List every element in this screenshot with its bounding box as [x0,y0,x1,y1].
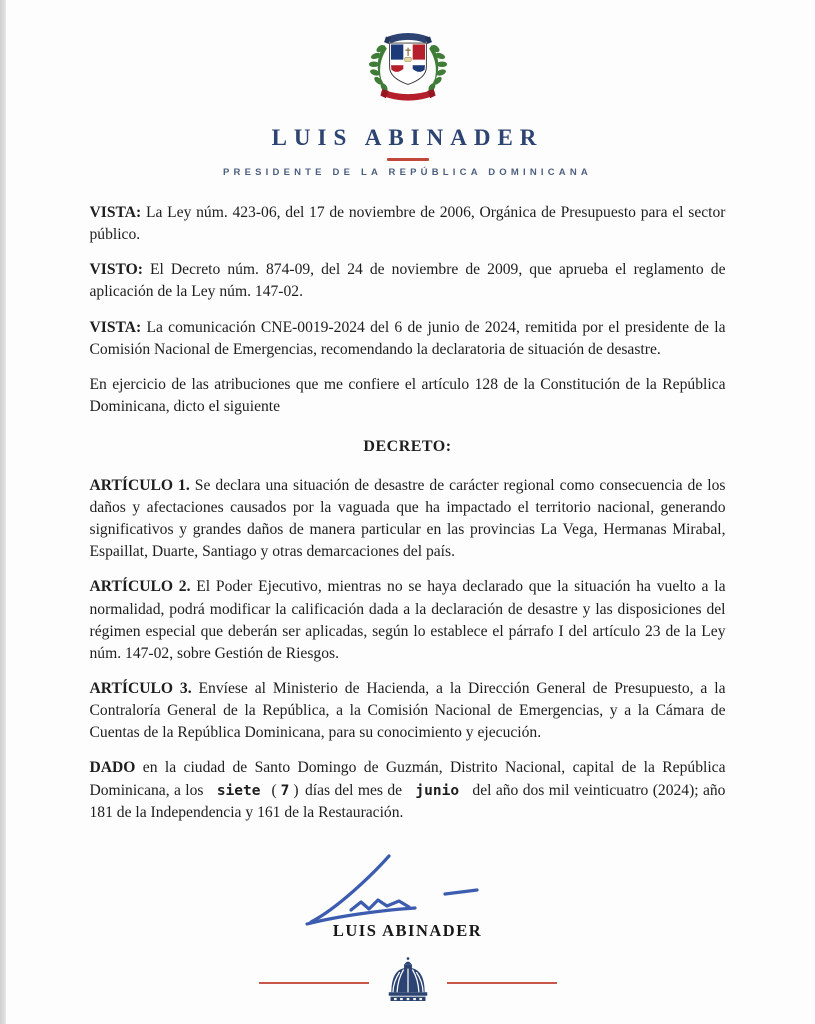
filled-day-number: 7 [280,782,290,799]
dado-text: del año dos mil veinticuatro (2024); año 181 de la Independencia y 161 de la Restauración. [89,781,726,821]
decree-heading: DECRETO: [363,438,452,456]
footer-left-line [259,982,369,984]
scan-edge [0,0,6,1024]
filled-month-word: junio [415,782,460,799]
article-text: Se declara una situación de desastre de carácter regional como consecuencia de los daños y afectaciones causados por la vaguada que ha impactado el territorio nacional, generando significativos y grandes daños de manera particular en las provincias La Vega, Hermanas Mirabal, Espaillat, Duarte, Santiago y otras demarcaciones del país. [89,476,726,561]
recital-text: El Decreto núm. 874-09, del 24 de noviembre de 2009, que aprueba el reglamento de aplicación de la Ley núm. 147-02. [89,261,726,301]
dado-paragraph [90,757,726,823]
page-footer [0,955,815,1010]
article-lead: ARTÍCULO 1. [89,476,190,494]
open-paren: ( [271,781,277,799]
preamble-text: En ejercicio de las atribuciones que me confiere el artículo 128 de la Constitución de la República Dominicana, dicto el siguiente [89,375,726,415]
president-name: LUIS ABINADER [271,125,544,150]
article-1 [90,475,726,564]
signature-block [0,852,815,941]
article-lead: ARTÍCULO 3. [89,679,192,697]
recital-lead: VISTA: [89,204,142,221]
dado-text: días del mes de [300,781,407,799]
article-text: Envíese al Ministerio de Hacienda, a la Dirección General de Presupuesto, a la Contraloría General de la República, a la Comisión Nacional de Emergencias, y a la Cámara de Cuentas de la República Dominicana, para su conocimiento y ejecución. [89,679,726,742]
recital-lead: VISTA: [89,318,142,336]
recital-vista-3 [90,317,726,361]
dado-text: en la ciudad de Santo Domingo de Guzmán, Distrito Nacional, capital de la República Dominicana, a los [89,759,726,799]
dado-lead: DADO [89,759,136,777]
recital-text: La comunicación CNE-0019-2024 del 6 de junio de 2024, remitida por el presidente de la Comisión Nacional de Emergencias, recomendando la declaratoria de situación de desastre. [89,318,726,358]
signatory-name: LUIS ABINADER [332,920,483,940]
close-paren: ) [293,781,299,799]
decree-body [90,178,726,824]
president-subtitle: PRESIDENTE DE LA REPÚBLICA DOMINICANA [223,167,592,178]
palace-dome-icon [387,955,429,1010]
recital-text: La Ley núm. 423-06, del 17 de noviembre de 2006, Orgánica de Presupuesto para el sector público. [89,204,726,244]
coat-of-arms-icon [362,24,454,115]
recital-vista-1 [90,202,726,246]
filled-day-word: siete [216,782,261,799]
letterhead [0,0,815,178]
article-3 [90,678,726,744]
article-text: El Poder Ejecutivo, mientras no se haya declarado que la situación ha vuelto a la normalidad, podrá modificar la calificación dada a la declaración de desastre y las disposiciones del régimen especial que deberán ser aplicadas, según lo establece el párrafo I del artículo 23 de la Ley núm. 147-02, sobre Gestión de Riesgos. [89,578,726,662]
red-divider [387,158,429,161]
article-2 [90,576,726,665]
article-lead: ARTÍCULO 2. [89,578,191,596]
recital-visto-2 [90,259,726,303]
recital-lead: VISTO: [89,261,143,279]
preamble-paragraph [90,374,726,418]
footer-right-line [447,982,557,984]
